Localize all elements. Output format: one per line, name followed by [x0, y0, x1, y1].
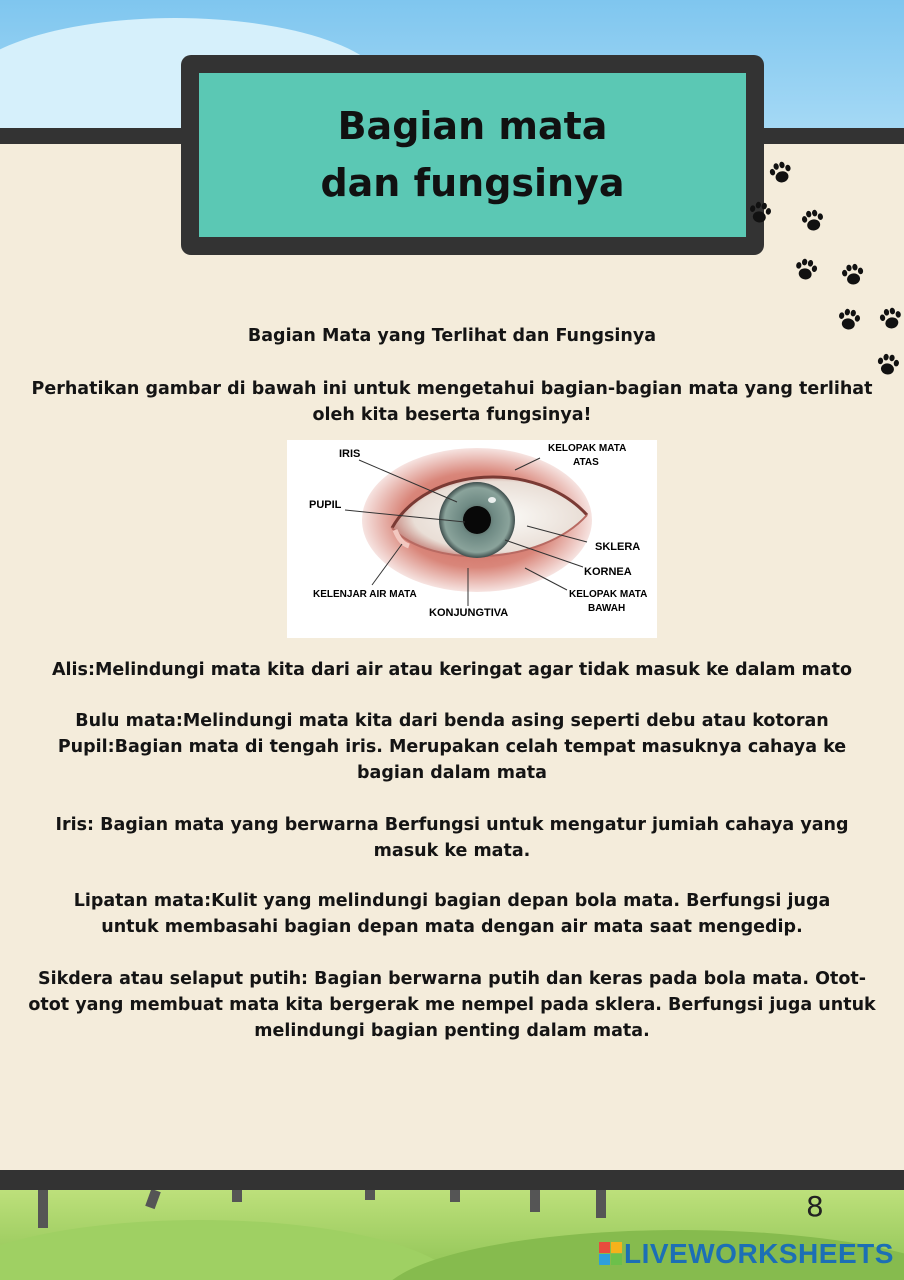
label-kelopak-atas: KELOPAK MATA [548, 443, 627, 454]
page-title: Bagian mata dan fungsinya [320, 104, 625, 205]
title-frame [181, 55, 764, 255]
para-lipatan-block [50, 888, 854, 940]
paw-print-icon [838, 260, 867, 289]
fence-post [38, 1190, 48, 1228]
title-panel [199, 73, 746, 237]
label-kelopak-bawah-2: BAWAH [588, 603, 626, 614]
paragraph-lipatan-mata: Lipatan mata:Kulit yang melindungi bagian depan bola mata. Berfungsi juga untuk membasahi bagian depan mata dengan air mata saat mengedip. [73, 891, 831, 937]
logo-text: LIVEWORKSHEETS [624, 1238, 894, 1269]
paw-print-icon [765, 157, 797, 189]
pupil-shape [463, 506, 491, 534]
paw-print-icon [798, 206, 828, 236]
paragraph-pupil: Pupil:Bagian mata di tengah iris. Merupakan celah tempat masuknya cahaya ke bagian dalam mata [57, 737, 847, 783]
section-subtitle [0, 323, 904, 349]
instruction-text: Perhatikan gambar di bawah ini untuk mengetahui bagian-bagian mata yang terlihat oleh kita beserta fungsinya! [31, 379, 873, 425]
label-iris: IRIS [339, 448, 361, 460]
fence-post [596, 1190, 606, 1218]
label-konjungtiva: KONJUNGTIVA [429, 607, 509, 619]
label-pupil: PUPIL [309, 499, 342, 511]
subtitle-text: Bagian Mata yang Terlihat dan Fungsinya [247, 326, 657, 346]
fence-post [450, 1190, 460, 1202]
para-alis-block [40, 657, 864, 683]
instruction [30, 376, 874, 428]
para-sklera-block [22, 966, 882, 1044]
label-kornea: KORNEA [584, 566, 632, 578]
page-number: 8 [806, 1190, 824, 1223]
paw-print-icon [745, 198, 775, 228]
label-kelopak-atas-2: ATAS [573, 457, 599, 468]
label-kelenjar: KELENJAR AIR MATA [313, 589, 417, 600]
liveworksheets-cube-icon [598, 1241, 624, 1267]
hill [0, 1220, 460, 1280]
eye-highlight [488, 497, 496, 503]
fence-post [365, 1190, 375, 1200]
paragraph-sklera: Sikdera atau selaput putih: Bagian berwarna putih dan keras pada bola mata. Otot-otot yang membuat mata kita bergerak me nempel pada sklera. Berfungsi juga untuk melindungi bagian penting dalam mata. [28, 969, 876, 1041]
label-kelopak-bawah: KELOPAK MATA [569, 589, 648, 600]
fence-post [232, 1190, 242, 1202]
eye-diagram [287, 440, 657, 638]
paw-print-icon [873, 350, 902, 379]
paw-print-icon [791, 255, 822, 286]
paragraph-iris: Iris: Bagian mata yang berwarna Berfungsi untuk mengatur jumiah cahaya yang masuk ke mata. [55, 815, 849, 861]
paragraph-bulu-mata: Bulu mata:Melindungi mata kita dari benda asing seperti debu atau kotoran [75, 711, 829, 731]
para-bulu-block [30, 708, 874, 786]
paragraph-alis: Alis:Melindungi mata kita dari air atau keringat agar tidak masuk ke dalam mato [52, 660, 852, 680]
liveworksheets-logo[interactable] [598, 1238, 894, 1270]
fence-post [530, 1190, 540, 1212]
label-sklera: SKLERA [595, 541, 641, 553]
bottom-band [0, 1170, 904, 1190]
para-iris-block [30, 812, 874, 864]
fence-post [145, 1190, 161, 1209]
